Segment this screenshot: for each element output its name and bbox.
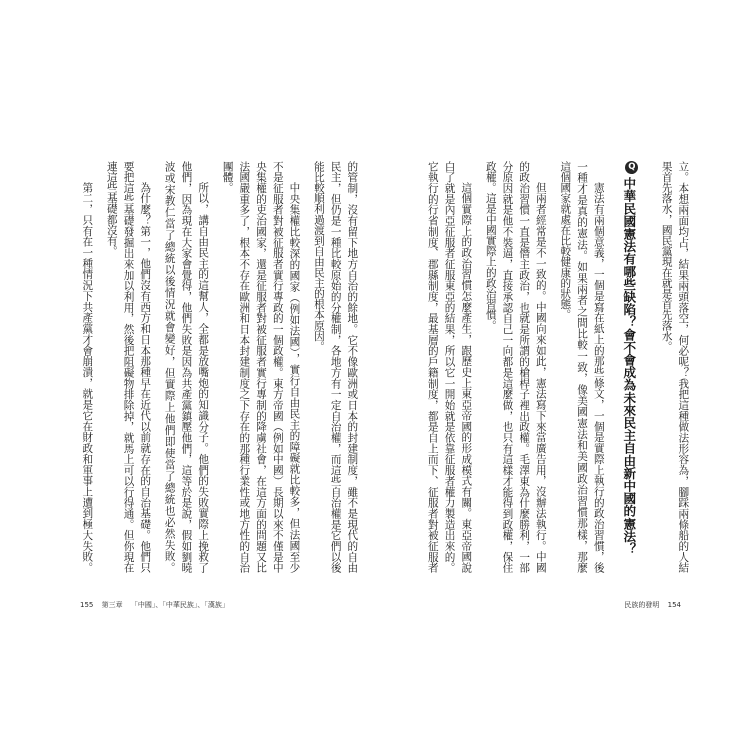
paragraph	[482, 161, 549, 573]
question-heading-text: 中華民國憲法有哪些缺陷？會不會成為未來民主自由新中國的憲法？	[621, 177, 637, 555]
paragraph	[79, 161, 96, 573]
text-line: 要把這些基礎發掘出來加以利用，然後把阻礙物排除掉，就馬上可以行得通。但你現在	[122, 161, 135, 573]
text-line: 連這些基礎都沒有。	[105, 161, 118, 257]
running-title: 民族的發明	[624, 601, 660, 609]
text-line: 法國嚴重多了，根本不存在歐洲和日本封建制度之下存在的那種行業性或地方性的自治	[238, 161, 251, 573]
text-line: 民主，但仍是一種比較原始的分權制，各地方有一定自治權，而這些自治權是它們以後	[329, 161, 342, 573]
paragraph	[658, 161, 691, 573]
text-line: 他們，因為現在大家會覺得，他們失敗是因為共產黨鎮壓他們，這等於是說，假如劉曉	[180, 161, 193, 573]
text-line: 的政治習慣一直是僭主政治，也就是所謂的槍桿子裡出政權。毛澤東為什麼勝利，一部	[518, 161, 531, 573]
page-number: 154	[667, 601, 681, 609]
text-line: 果首先落水，國民黨現在就是首先落水。	[660, 161, 673, 352]
text-line: 能比較順利過渡到自由民主的根本原因。	[312, 161, 325, 352]
paragraph	[161, 161, 211, 573]
text-line: 團體。	[221, 161, 234, 193]
left-page-text	[70, 161, 360, 573]
text-line: 不是征服者對被征服者實行專政的一個政權。東方帝國（例如中國）長期以來不僅是中	[271, 161, 284, 573]
paragraph	[424, 161, 474, 573]
text-line: 憲法有兩個意義，一個是寫在紙上的那些條文，一個是實際上執行的政治習慣，後	[592, 182, 605, 573]
text-line: 政權。這是中國實際上的政治習慣。	[484, 161, 497, 331]
text-line: 為什麼？第一，他們沒有西方和日本那種早在近代以前就存在的自治基礎。他們只	[139, 182, 152, 573]
chapter-label: 第三章	[101, 601, 123, 609]
paragraph	[557, 161, 607, 573]
text-line: 分原因就是他不裝逼，直接承認自己一向都是這麼做，也只有這樣才能得到政權，保住	[501, 161, 514, 573]
question-heading	[618, 161, 638, 573]
paragraph	[310, 161, 360, 573]
text-line: 的管制，沒有留下地方自治的餘地。它不像歐洲或日本的封建制度，雖不是現代的自由	[346, 161, 359, 573]
text-line: 央集權的吏治國家，還是征服者對被征服者實行專制的降虜社會，在這方面的問題又比	[255, 161, 268, 573]
text-line: 第二，只有在一種情況下共產黨才會崩潰，就是它在財政和軍事上遭到極大失敗。	[81, 182, 94, 573]
left-page-footer	[80, 600, 229, 610]
text-line: 所以，講自由民主的這幫人，全都是放嘴炮的知識分子。他們的失敗實際上挽救了	[197, 182, 210, 573]
text-line: 它執行的行省制度、郡縣制度，最基層的戶籍制度，都是自上而下、征服者對被征服者	[426, 161, 439, 573]
right-page-footer	[624, 600, 681, 610]
paragraph	[103, 161, 153, 573]
page-number: 155	[80, 601, 94, 609]
text-line: 波或宋教仁當了總統以後情況就會變好，但實際上他們即使當了總統也必然失敗。	[163, 161, 176, 573]
chapter-title: 「中國」、「中華民族」、「漢族」	[130, 601, 229, 609]
text-line: 中央集權比較深的國家（例如法國），實行自由民主的障礙就比較多，但法國至少	[288, 182, 301, 573]
right-page-text	[411, 161, 691, 573]
paragraph	[219, 161, 303, 573]
text-line: 一種才是真的憲法。如果兩者之間比較一致，像美國憲法和美國政治習慣那樣，那麼	[576, 161, 589, 573]
text-line: 但兩者經常是不一致的。中國向來如此，憲法寫下來當廣告用，沒辦法執行。中國	[534, 182, 547, 573]
q-circle-icon: Q	[625, 161, 638, 174]
text-line: 立。本想兩面均占，結果兩頭落空，何必呢？我把這種做法形容為，腳踩兩條船的人結	[677, 161, 690, 573]
text-line: 這個國家就處在比較健康的狀態。	[559, 161, 572, 320]
text-line: 這個實際上的政治習慣怎麼產生，跟歷史上東亞帝國的形成模式有關。東亞帝國說	[460, 182, 473, 573]
text-line: 白了就是內亞征服者征服東亞的結果，所以它一開始就是依靠征服者權力製造出來的。	[443, 161, 456, 573]
